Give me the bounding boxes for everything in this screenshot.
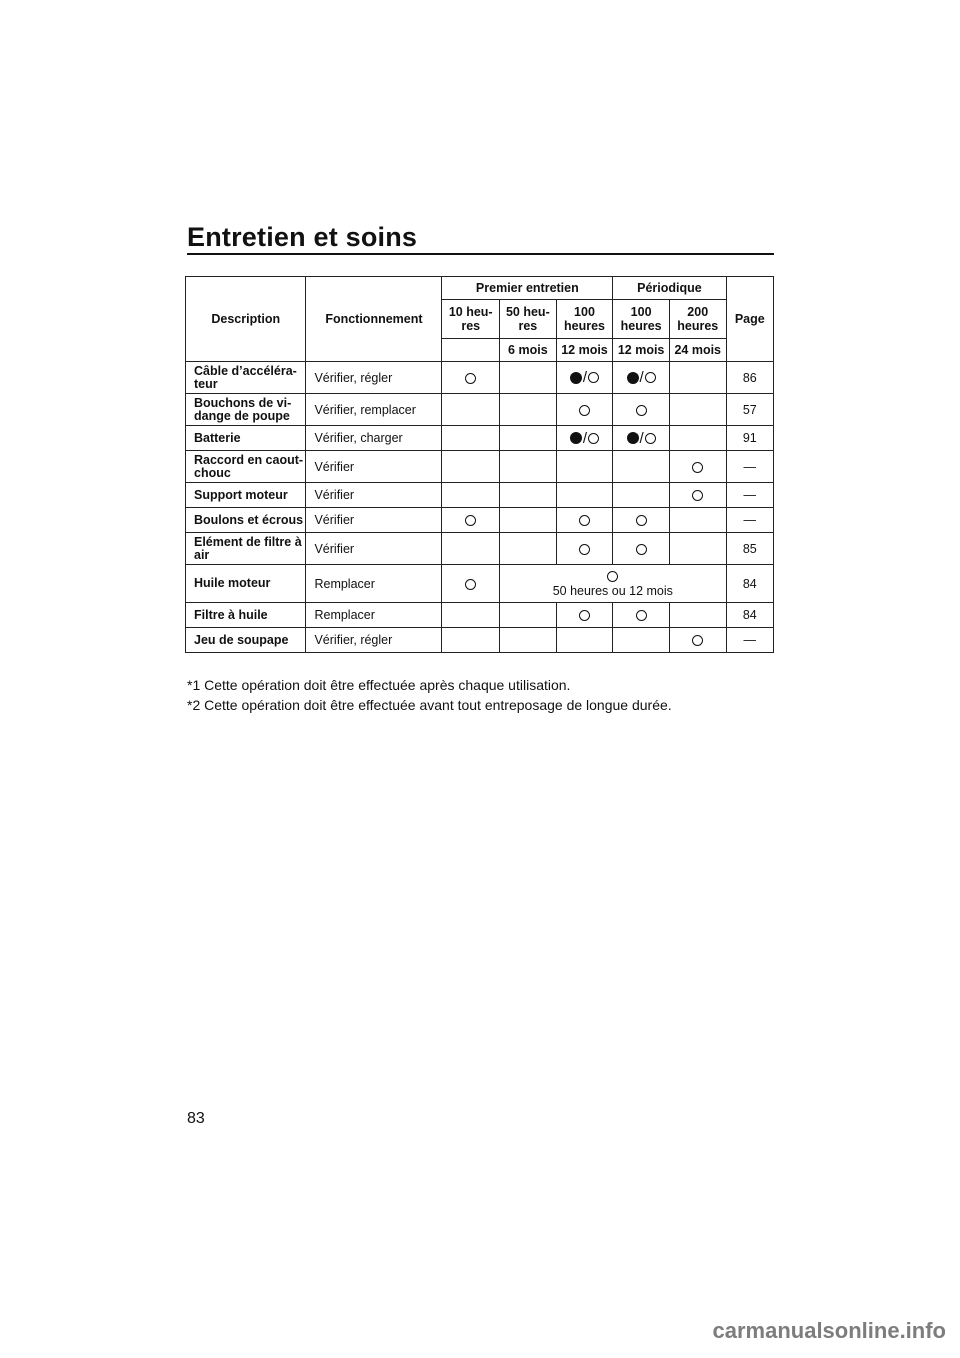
header-hours: 100 heures bbox=[556, 300, 613, 339]
header-months bbox=[442, 339, 500, 362]
table-row bbox=[186, 394, 774, 426]
row-description: Raccord en caout- chouc bbox=[186, 451, 306, 483]
page-title: Entretien et soins bbox=[187, 222, 418, 252]
row-description: Filtre à huile bbox=[186, 603, 306, 628]
row-operation: Remplacer bbox=[306, 565, 442, 603]
row-operation: Vérifier, régler bbox=[306, 362, 442, 394]
dot-icon bbox=[627, 372, 639, 384]
row-page: 84 bbox=[726, 603, 773, 628]
row-description: Support moteur bbox=[186, 483, 306, 508]
circle-icon bbox=[579, 610, 590, 621]
row-page: 86 bbox=[726, 362, 773, 394]
oil-interval-note: 50 heures ou 12 mois bbox=[552, 583, 673, 598]
circle-icon bbox=[636, 610, 647, 621]
dot-icon bbox=[627, 432, 639, 444]
circle-icon bbox=[636, 544, 647, 555]
footnotes bbox=[187, 675, 672, 715]
circle-icon bbox=[579, 544, 590, 555]
footnote-2: *2 Cette opération doit être effectuée avant tout entreposage de longue durée. bbox=[187, 697, 672, 713]
row-description: Jeu de soupape bbox=[186, 628, 306, 653]
table-row bbox=[186, 483, 774, 508]
row-operation: Vérifier bbox=[306, 451, 442, 483]
circle-icon bbox=[465, 515, 476, 526]
header-periodic: Périodique bbox=[613, 277, 726, 300]
dot-icon bbox=[570, 432, 582, 444]
circle-icon bbox=[636, 405, 647, 416]
table-row bbox=[186, 565, 774, 603]
circle-icon bbox=[588, 433, 599, 444]
row-operation: Vérifier bbox=[306, 483, 442, 508]
row-description: Elément de filtre à air bbox=[186, 533, 306, 565]
header-months: 24 mois bbox=[669, 339, 726, 362]
row-description: Câble d’accéléra- teur bbox=[186, 362, 306, 394]
circle-icon bbox=[645, 433, 656, 444]
circle-icon bbox=[692, 462, 703, 473]
row-page: — bbox=[726, 628, 773, 653]
header-months: 12 mois bbox=[613, 339, 670, 362]
row-page: — bbox=[726, 508, 773, 533]
table-row bbox=[186, 603, 774, 628]
table-row bbox=[186, 451, 774, 483]
header-months: 6 mois bbox=[500, 339, 557, 362]
circle-icon bbox=[607, 571, 618, 582]
row-operation: Vérifier, remplacer bbox=[306, 394, 442, 426]
header-operation: Fonctionnement bbox=[306, 277, 442, 362]
page-number: 83 bbox=[187, 1110, 205, 1127]
row-description: Huile moteur bbox=[186, 565, 306, 603]
circle-icon bbox=[579, 515, 590, 526]
header-initial: Premier entretien bbox=[442, 277, 613, 300]
row-page: 57 bbox=[726, 394, 773, 426]
row-page: — bbox=[726, 483, 773, 508]
circle-icon bbox=[692, 635, 703, 646]
row-description: Boulons et écrous bbox=[186, 508, 306, 533]
table-row: Câble d’accéléra- teur Vérifier, régler / / 86 bbox=[186, 362, 774, 394]
header-hours: 100 heures bbox=[613, 300, 670, 339]
dot-icon bbox=[570, 372, 582, 384]
table-row bbox=[186, 533, 774, 565]
circle-icon bbox=[645, 372, 656, 383]
circle-icon bbox=[636, 515, 647, 526]
row-operation: Vérifier bbox=[306, 508, 442, 533]
row-operation: Remplacer bbox=[306, 603, 442, 628]
header-months: 12 mois bbox=[556, 339, 613, 362]
row-page: 91 bbox=[726, 426, 773, 451]
row-operation: Vérifier bbox=[306, 533, 442, 565]
row-page: 84 bbox=[726, 565, 773, 603]
row-page: 85 bbox=[726, 533, 773, 565]
circle-icon bbox=[465, 579, 476, 590]
circle-icon bbox=[465, 373, 476, 384]
row-page: — bbox=[726, 451, 773, 483]
header-hours: 10 heu- res bbox=[442, 300, 500, 339]
row-description: Batterie bbox=[186, 426, 306, 451]
header-description: Description bbox=[186, 277, 306, 362]
row-operation: Vérifier, régler bbox=[306, 628, 442, 653]
table-row bbox=[186, 508, 774, 533]
header-page: Page bbox=[726, 277, 773, 362]
circle-icon bbox=[579, 405, 590, 416]
circle-icon bbox=[692, 490, 703, 501]
footnote-1: *1 Cette opération doit être effectuée après chaque utilisation. bbox=[187, 677, 571, 693]
table-row: Batterie Vérifier, charger / / 91 bbox=[186, 426, 774, 451]
row-description: Bouchons de vi- dange de poupe bbox=[186, 394, 306, 426]
circle-icon bbox=[588, 372, 599, 383]
header-hours: 50 heu- res bbox=[500, 300, 557, 339]
maintenance-table bbox=[185, 276, 774, 653]
watermark: carmanualsonline.info bbox=[712, 1318, 946, 1343]
row-operation: Vérifier, charger bbox=[306, 426, 442, 451]
header-hours: 200 heures bbox=[669, 300, 726, 339]
table-row bbox=[186, 628, 774, 653]
title-rule bbox=[187, 253, 774, 255]
